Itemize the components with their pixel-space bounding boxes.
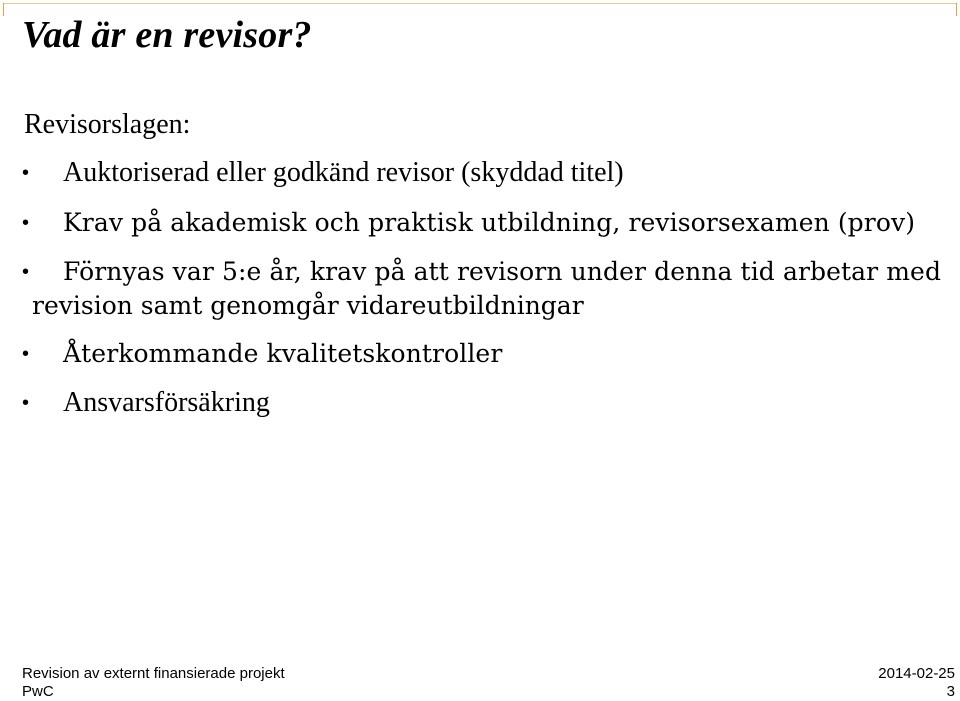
bullet-marker: • (22, 162, 30, 184)
intro-heading: Revisorslagen: (24, 109, 191, 140)
bullet-text: Förnyas var 5:e år, krav på att revisorn under denna tid arbetar med (63, 257, 942, 286)
bullet-text: Auktoriserad eller godkänd revisor (skyddad titel) (63, 157, 624, 188)
slide-title: Vad är en revisor? (22, 14, 312, 56)
bullet-marker: • (22, 392, 30, 414)
footer-company: PwC (22, 683, 54, 700)
frame-left-tick (3, 3, 4, 16)
bullet-text: Återkommande kvalitetskontroller (63, 339, 503, 368)
bullet-marker: • (22, 343, 30, 365)
frame-right-tick (956, 3, 957, 16)
slide-footer (0, 660, 960, 700)
footer-project-name: Revision av externt finansierade projekt (22, 665, 285, 682)
bullet-text: Krav på akademisk och praktisk utbildning, revisorsexamen (prov) (63, 208, 916, 237)
footer-page-number: 3 (946, 683, 955, 700)
bullet-marker: • (22, 261, 30, 283)
footer-date: 2014-02-25 (878, 665, 955, 682)
bullet-continuation: revision samt genomgår vidareutbildningar (32, 291, 584, 320)
frame-top-line (3, 3, 957, 4)
bullet-marker: • (22, 212, 30, 234)
bullet-text: Ansvarsförsäkring (63, 387, 270, 418)
